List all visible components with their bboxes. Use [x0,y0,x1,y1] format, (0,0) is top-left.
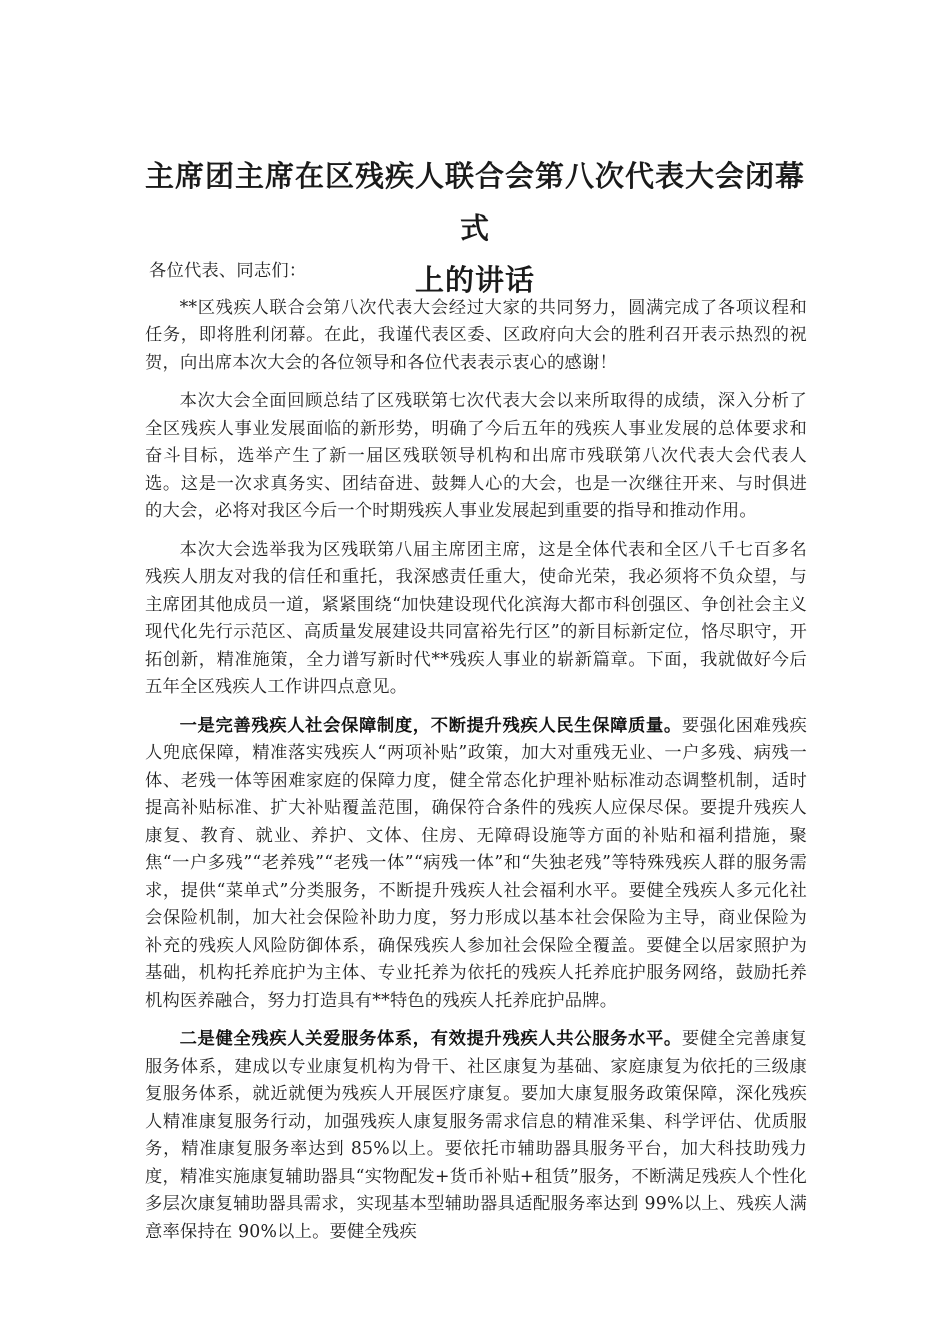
paragraph-text: 要健全完善康复服务体系，建成以专业康复机构为骨干、社区康复为基础、家庭康复为依托的三级康复服务体系，就近就便为残疾人开展医疗康复。要加大康复服务政策保障，深化残疾人精准康复服务行动，加强残疾人康复服务需求信息的精准采集、科学评估、优质服务，精准康复服务率达到 85%以上。要依托市辅助器具服务平台，加大科技助残力度，精准实施康复辅助器具“实物配发+货币补贴+租赁”服务，不断满足残疾人个性化多层次康复辅助器具需求，实现基本型辅助器具适配服务率达到 99%以上、残疾人满意率保持在 90%以上。要健全残疾 [145,1029,807,1242]
paragraph-opening [145,295,807,378]
title-line-1: 主席团主席在区残疾人联合会第八次代表大会闭幕式 [144,159,805,245]
paragraph-review [145,388,807,526]
paragraph-lead: 二是健全残疾人关爱服务体系，有效提升残疾人共公服务水平。 [179,1029,682,1049]
title-line-2: 上的讲话 [414,263,535,297]
paragraph-text: 本次大会全面回顾总结了区残联第七次代表大会以来所取得的成绩，深入分析了全区残疾人事业发展面临的新形势，明确了今后五年的残疾人事业发展的总体要求和奋斗目标，选举产生了新一届区残联领导机构和出席市残联第八次代表大会代表人选。这是一次求真务实、团结奋进、鼓舞人心的大会，也是一次继往开来、与时俱进的大会，必将对我区今后一个时期残疾人事业发展起到重要的指导和推动作用。 [145,391,807,521]
paragraph-point-one [145,713,807,1016]
document-body [145,258,807,1257]
paragraph-election [145,537,807,702]
paragraph-text: 本次大会选举我为区残联第八届主席团主席，这是全体代表和全区八千七百多名残疾人朋友对我的信任和重托，我深感责任重大，使命光荣，我必须将不负众望，与主席团其他成员一道，紧紧围绕“加快建设现代化滨海大都市科创强区、争创社会主义现代化先行示范区、高质量发展建设共同富裕先行区”的新目标新定位，恪尽职守，开拓创新，精准施策，全力谱写新时代**残疾人事业的崭新篇章。下面，我就做好今后五年全区残疾人工作讲四点意见。 [145,539,807,697]
paragraph-point-two [145,1026,807,1246]
paragraph-text: **区残疾人联合会第八次代表大会经过大家的共同努力，圆满完成了各项议程和任务，即将胜利闭幕。在此，我谨代表区委、区政府向大会的胜利召开表示热烈的祝贺，向出席本次大会的各位领导和各位代表表示衷心的感谢！ [145,297,807,373]
paragraph-lead: 一是完善残疾人社会保障制度，不断提升残疾人民生保障质量。 [179,715,682,736]
paragraph-text: 要强化困难残疾人兜底保障，精准落实残疾人“两项补贴”政策，加大对重残无业、一户多残、病残一体、老残一体等困难家庭的保障力度，健全常态化护理补贴标准动态调整机制，适时提高补贴标准、扩大补贴覆盖范围，确保符合条件的残疾人应保尽保。要提升残疾人康复、教育、就业、养护、文体、住房、无障碍设施等方面的补贴和福利措施，聚焦“一户多残”“老养残”“老残一体”“病残一体”和“失独老残”等特殊残疾人群的服务需求，提供“菜单式”分类服务，不断提升残疾人社会福利水平。要健全残疾人多元化社会保险机制，加大社会保险补助力度，努力形成以基本社会保险为主导，商业保险为补充的残疾人风险防御体系，确保残疾人参加社会保险全覆盖。要健全以居家照护为基础，机构托养庇护为主体、专业托养为依托的残疾人托养庇护服务网络，鼓励托养机构医养融合，努力打造具有**特色的残疾人托养庇护品牌。 [145,715,807,1011]
salutation: 各位代表、同志们： [149,261,307,281]
